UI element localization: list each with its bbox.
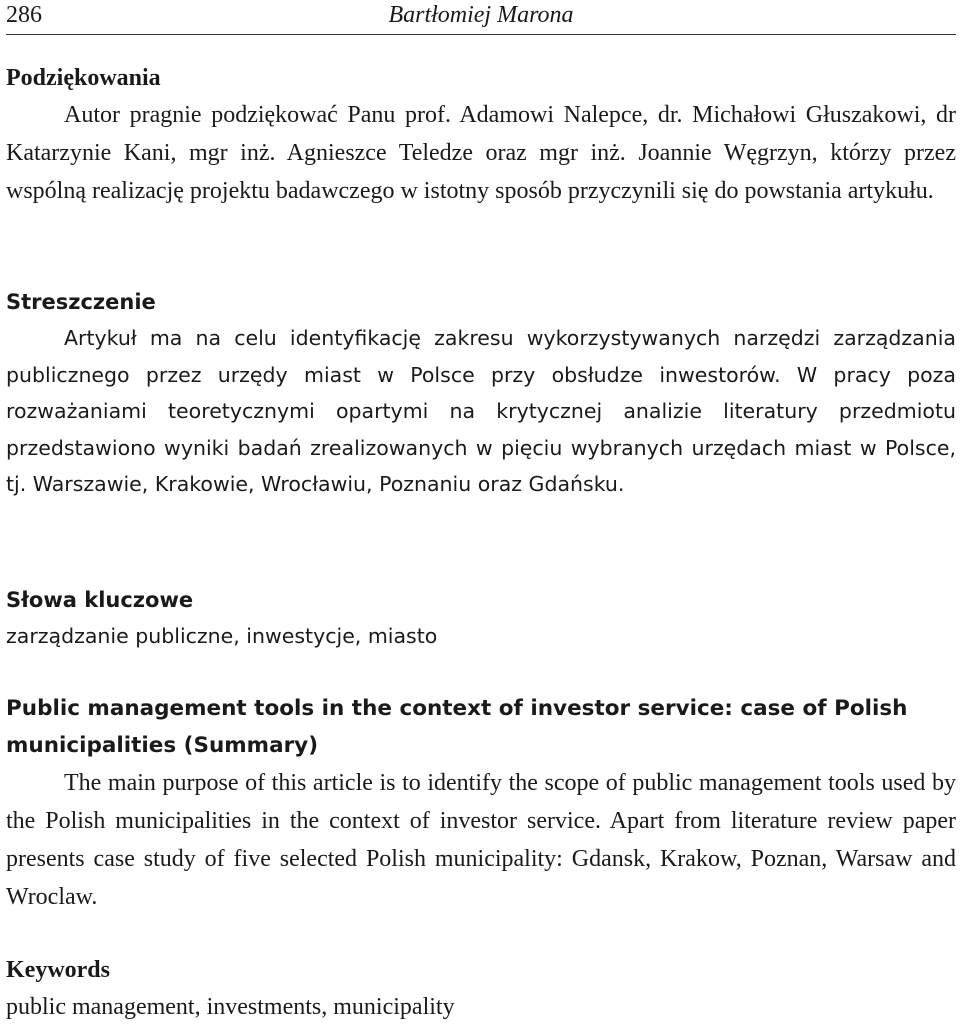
- acknowledgements-heading: Podziękowania: [6, 65, 161, 91]
- keywords-en-text: public management, investments, municipality: [6, 994, 455, 1020]
- keywords-en-heading: Keywords: [6, 957, 110, 983]
- keywords-pl-text: zarządzanie publiczne, inwestycje, miasto: [6, 624, 438, 648]
- summary-en-title: Public management tools in the context of investor service: case of Polish municipalities (Summary): [6, 696, 908, 758]
- abstract-pl-heading: Streszczenie: [6, 290, 156, 314]
- abstract-pl-section: [6, 284, 956, 503]
- abstract-pl-text: Artykuł ma na celu identyfikację zakresu wykorzystywanych narzędzi zarządzania publicznego przez urzędy miast w Polsce przy obsłudze inwestorów. W pracy poza rozważaniami teoretycznymi opartymi na krytycznej analizie literatury przedmiotu przedstawiono wyniki badań zrealizowanych w pięciu wybranych urzędach miast w Polsce, tj. Warszawie, Krakowie, Wrocławiu, Poznaniu oraz Gdańsku.: [6, 326, 956, 497]
- acknowledgements-section: [6, 60, 956, 210]
- summary-en-text: The main purpose of this article is to identify the scope of public management tools used by the Polish municipalities in the context of investor service. Apart from literature review paper presents case study of five selected Polish municipality: Gdansk, Krakow, Poznan, Warsaw and Wroclaw.: [6, 770, 956, 910]
- keywords-pl-heading: Słowa kluczowe: [6, 588, 194, 612]
- acknowledgements-text: Autor pragnie podziękować Panu prof. Adamowi Nalepce, dr. Michałowi Głuszakowi, dr Katarzynie Kani, mgr inż. Agnieszce Teledze oraz mgr inż. Joannie Węgrzyn, którzy przez wspólną realizację projektu badawczego w istotny sposób przyczynili się do powstania artykułu.: [6, 102, 956, 204]
- summary-en-section: [6, 690, 956, 916]
- running-header: [6, 0, 956, 35]
- running-author: Bartłomiej Marona: [388, 2, 574, 28]
- keywords-pl-section: [6, 582, 956, 655]
- keywords-en-section: [6, 952, 956, 1026]
- page-number: 286: [6, 2, 42, 28]
